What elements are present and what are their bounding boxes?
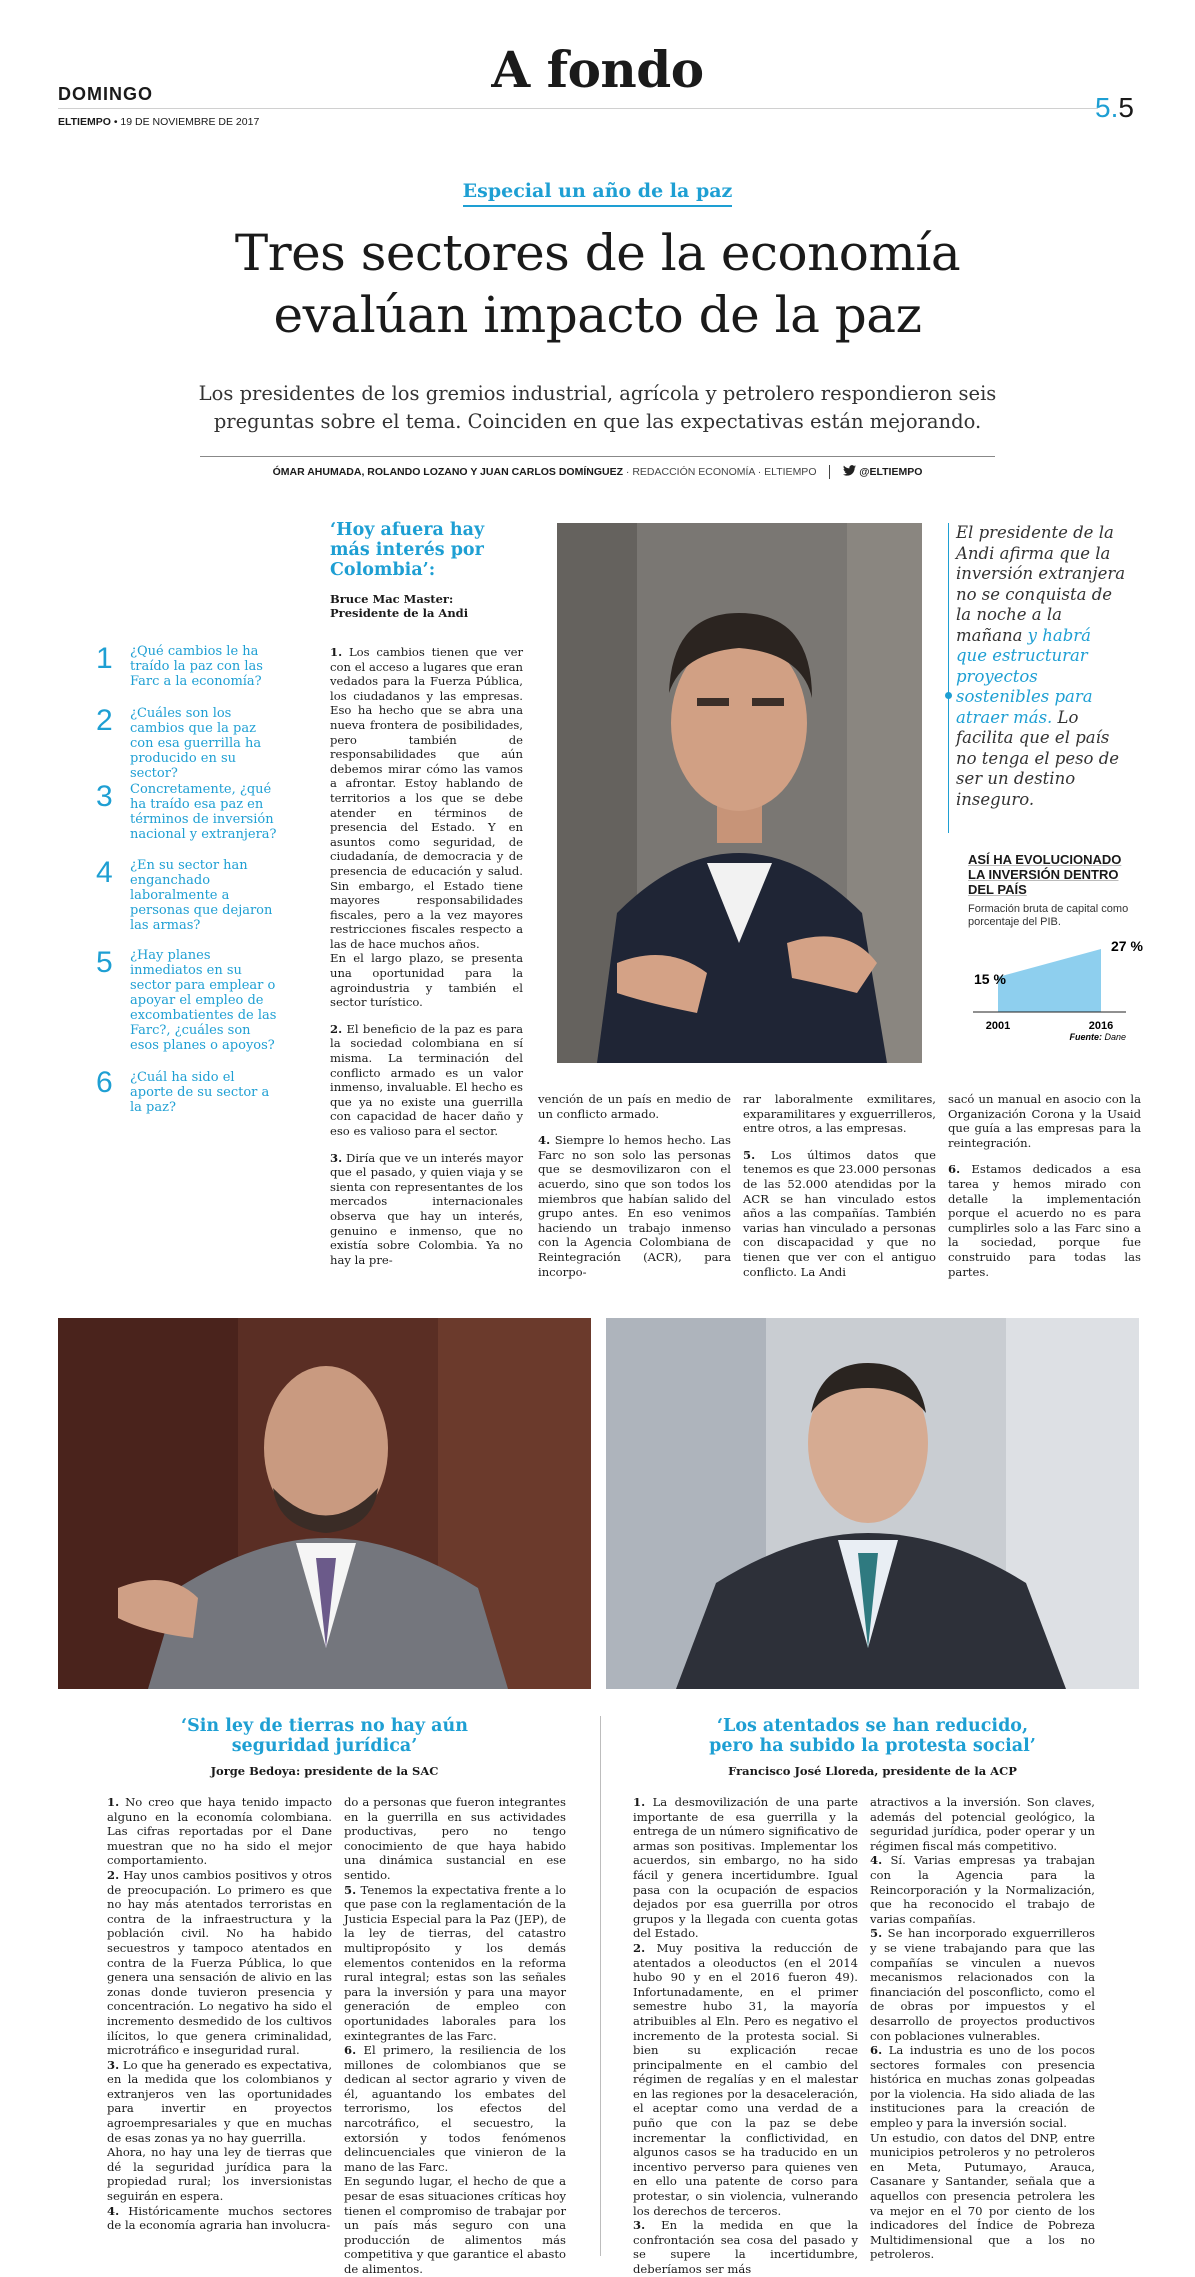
question-number: 6 [96,1066,113,1099]
question-number: 2 [96,704,113,737]
portrait-illustration [557,523,922,1063]
andi-role: Presidente de la Andi [330,606,469,620]
andi-col-2 [538,1092,731,1279]
acp-col-1 [633,1795,858,2277]
sac-quote [58,1716,591,1756]
twitter-icon [843,465,856,479]
acp-president-photo [606,1318,1139,1689]
acp-quote-line-1: ‘Los atentados se han reducido, [716,1716,1029,1736]
andi-quote: ‘Hoy afuera hay más interés por Colombia’: [330,520,485,580]
pull-quote-dot [945,692,952,699]
answer-paragraph: rar laboralmente exmilitares, exparamilitares y exguerrilleros, entre otros, a las empresas. [743,1092,936,1136]
chart-value-label-2016: 27 % [1111,938,1143,954]
deck-line-2: preguntas sobre el tema. Coinciden en que las expectativas están mejorando. [213,410,982,433]
date-sep: • [113,116,121,128]
acp-speaker: Francisco José Lloreda, presidente de la ACP [728,1764,1017,1778]
chart-plot [968,932,1143,1042]
deck [0,380,1195,436]
byline-divider [829,465,830,479]
headline-line-2: evalúan impacto de la paz [273,286,922,344]
pull-quote-b: y habrá que estructurar proyectos sostenibles para atraer más. [956,625,1093,727]
andi-col-4 [948,1092,1141,1279]
question-number: 4 [96,856,113,889]
sac-president-photo [58,1318,591,1689]
answer-paragraph: atractivos a la inversión. Son claves, además del potencial geológico, la seguridad jurídica, poder operar y un régimen fiscal más competitivo. [870,1795,1095,1853]
answer-paragraph: 5. Los últimos datos que tenemos es que 23.000 personas de las 52.000 atendidas por la ACR se han vinculado estos años a las compañías. También varias han vinculado a personas con discapacidad y que no tienen que ver con el antiguo conflicto. La Andi [743,1147,936,1279]
answer-paragraph: 1. La desmovilización de una parte importante de esa guerrilla y la entrega de un número significativo de armas son positivas. Implementar los acuerdos, sin embargo, no ha sido fácil y genera incertidumbre. Igual pasa con la ocupación de espacios dejados por esa guerrilla por otros grupos y la llegada con cuenta gotas del Estado. [633,1795,859,1941]
sac-col-1 [107,1795,332,2233]
answer-paragraph: En el largo plazo, se presenta una oportunidad para la agroindustria y también el sector turístico. [330,951,523,1010]
deck-line-1: Los presidentes de los gremios industrial, agrícola y petrolero respondieron seis [198,382,997,405]
pull-quote-rule [948,523,949,833]
answer-paragraph: 6. La industria es uno de los pocos sectores formales con presencia histórica en muchas zonas golpeadas por la violencia. Ha sido aliada de las instituciones para la creación de empleo y para la inversión social. [870,2043,1096,2131]
pull-quote-a: El presidente de la Andi afirma que la inversión extranjera no se conquista de la noche a la mañana [956,523,1126,645]
question-number: 1 [96,642,113,675]
investment-chart [968,852,1143,1062]
byline-rule [200,456,995,457]
pull-quote [956,523,1126,810]
answer-paragraph: 6. El primero, la resiliencia de los millones de colombianos que se dedican al sector agrario y viven de él, aguantando los embates del terrorismo, los efectos del narcotráfico, el secuestro, la extorsión y todos fenómenos delincuenciales que vinieron de la mano de las Farc. [344,2043,566,2174]
page-number [1095,92,1134,124]
chart-title: ASÍ HA EVOLUCIONADO LA INVERSIÓN DENTRO DEL PAÍS [968,852,1122,897]
acp-quote [606,1716,1139,1756]
question-text: ¿Cuáles son los cambios que la paz con esa guerrilla ha producido en su sector? [130,706,262,781]
answer-paragraph: vención de un país en medio de un conflicto armado. [538,1092,731,1121]
answer-paragraph: Un estudio, con datos del DNP, entre municipios petroleros y no petroleros en Meta, Putumayo, Arauca, Casanare y Santander, señala que a aquellos con presencia petrolera les va mejor en el 70 por ciento de los indicadores del Índice de Pobreza Multidimensional que a los no petroleros. [870,2130,1095,2262]
portrait-illustration [606,1318,1139,1689]
chart-area-series [998,949,1101,1012]
andi-name: Bruce Mac Master: [330,592,454,606]
answer-paragraph: 2. Muy positiva la reducción de atentados a oleoductos (en el 2014 hubo 90 y en el 2016 fueron 49). Infortunadamente, en el primer semestre hubo 31, la mayoría atribuibles al Eln. Pero es negativo el incremento de la protesta social. Si bien su explicación recae principalmente en el cambio del régimen de regalías y en el malestar en las regiones por la desaceleración, el aceptar como una verdad de a puño que con la paz se debe incrementar la conflictividad, en algunos casos se ha traducido en un incentivo perverso para quienes ven en ello una patente de corso para protestar, o sin violencia, vulnerando los derechos de terceros. [633,1940,858,2218]
answer-paragraph: 5. Tenemos la expectativa frente a lo que pase con la reglamentación de la Justicia Especial para la Paz (JEP), de la ley de tierras, del catastro multipropósito y los demás elementos contenidos en la reforma rural integral; estas son las señales para la inversión y para una mayor generación de empleo con oportunidades laborales para los exintegrantes de las Farc. [344,1882,566,2043]
answer-paragraph: sacó un manual en asocio con la Organización Corona y la Usaid que guía a las empresas para la reintegración. [948,1092,1141,1150]
chart-source: Fuente: Dane [1069,1032,1126,1042]
answer-paragraph: do a personas que fueron integrantes en la guerrilla en sus actividades productivas, pero no tengo conocimiento de que haya habido una dinámica sustancial en ese sentido. [344,1795,566,1882]
sac-col-2 [344,1795,566,2277]
sac-speaker: Jorge Bedoya: presidente de la SAC [210,1764,439,1778]
answer-paragraph: 2. Hay unos cambios positivos y otros de preocupación. Lo primero es que no hay más atentados terroristas en contra de la infraestructura y la población civil. No ha habido secuestros y tampoco atentados en contra de la Fuerza Pública, lo que genera una sensación de alivio en las zonas donde tuvieron presencia y concentración. Lo negativo ha sido el incremento desmedido de los cultivos ilícitos, lo que genera criminalidad, microtráfico e inseguridad rural. [107,1867,333,2058]
byline-authors: ÓMAR AHUMADA, ROLANDO LOZANO Y JUAN CARLOS DOMÍNGUEZ [272,465,623,478]
byline [0,465,1195,479]
question-text: ¿Hay planes inmediatos en su sector para emplear o apoyar el empleo de excombatientes de las Farc?, ¿cuáles son esos planes o apoyos? [130,948,277,1053]
chart-category-2016: 2016 [1088,1020,1114,1032]
chart-category-2001: 2001 [985,1020,1011,1032]
portrait-illustration [58,1318,591,1689]
answer-paragraph: En segundo lugar, el hecho de que a pesar de esas situaciones críticas hoy tienen el compromiso de trabajar por un país más seguro con una producción de alimentos más competitiva y que garantice el abasto de alimentos. [344,2174,566,2276]
question-text: ¿Qué cambios le ha traído la paz con las Farc a la economía? [130,644,263,689]
question-number: 5 [96,946,113,979]
chart-value-label-2001: 15 % [974,971,1006,987]
answer-paragraph: 1. No creo que haya tenido impacto alguno en la economía colombiana. Las cifras reportadas por el Dane muestran que no ha sido el mejor comportamiento. [107,1795,332,1868]
answer-paragraph: Ahora, no hay una ley de tierras que dé la seguridad jurídica para la propiedad rural; los inversionistas seguirán en espera. [107,2145,332,2204]
question-text: ¿En su sector han enganchado laboralmente a personas que dejaron las armas? [130,858,273,933]
page-prefix: 5. [1095,92,1119,123]
question-text: ¿Cuál ha sido el aporte de su sector a la paz? [130,1070,270,1115]
answer-paragraph: 3. Diría que ve un interés mayor que el pasado, y quien viaja y se sienta con representantes de los mercados internacionales observa que hay un interés, genuino e inmenso, que no existía sobre Colombia. Ya no hay la pre- [330,1150,523,1267]
header-rule [58,108,1098,109]
acp-col-2 [870,1795,1095,2262]
paper-name: ELTIEMPO [58,116,111,128]
question-number: 3 [96,780,113,813]
kicker [0,180,1195,207]
page-num: 5 [1118,92,1134,123]
answer-paragraph: 1. Los cambios tienen que ver con el acceso a lugares que eran vedados para la Fuerza Pública, los ciudadanos y las empresas. Eso ha hecho que se abra una nueva frontera de posibilidades, pero también de responsabilidades que aún debemos mirar cómo las vamos a afrontar. Estoy hablando de territorios a los que se debe atender en términos de presencia del Estado. Y en asuntos como seguridad, de ciudadanía, de democracia y de presencia de educación y salud. Sin embargo, el Estado tiene mayores responsabilidades fiscales, pero a la vez mayores restricciones fiscales respecto a las de hace muchos años. [330,645,524,951]
sac-quote-line-2: seguridad jurídica’ [231,1736,418,1756]
answer-paragraph: 4. Siempre lo hemos hecho. Las Farc no son solo las personas que se desmovilizaron con el acuerdo, sino que son todos los miembros que habían salido del grupo antes. En eso venimos haciendo un trabajo inmenso con la Agencia Colombiana de Reintegración (ACR), para incorpo- [538,1133,732,1279]
answer-paragraph: 6. Estamos dedicados a esa tarea y hemos mirado con detalle la implementación porque el acuerdo no es para cumplirles solo a las Farc sino a la sociedad, porque fue construido para todas las partes. [948,1162,1141,1279]
andi-col-1 [330,645,523,1267]
headline [0,222,1195,346]
day-label: DOMINGO [58,84,153,104]
answer-paragraph: 3. Lo que ha generado es expectativa, en la medida que los colombianos y extranjeros ven las oportunidades para invertir en proyectos agroempresariales y que en muchas de esas zonas ya no hay guerrilla. [107,2057,332,2145]
issue-date: 19 DE NOVIEMBRE DE 2017 [120,116,260,128]
answer-paragraph: 4. Históricamente muchos sectores de la economía agraria han involucra- [107,2203,333,2233]
andi-speaker [330,592,500,620]
answer-paragraph: 2. El beneficio de la paz es para la sociedad colombiana en sí misma. La terminación del conflicto armado es un valor inmenso, invaluable. El hecho es que ya no existe una guerrilla con capacidad de hacer daño y eso es valioso para el sector. [330,1021,523,1138]
answer-paragraph: 3. En la medida en que la confrontación sea cosa del pasado y se supere la incertidumbre, deberíamos ser más [633,2218,859,2276]
headline-line-1: Tres sectores de la economía [234,224,961,282]
pull-quote-c: Lo facilita que el país no tenga el peso de ser un destino inseguro. [956,707,1120,809]
andi-president-photo [557,523,922,1063]
answer-paragraph: 4. Sí. Varias empresas ya trabajan con la Agencia para la Reincorporación y la Normalización, que ha reconocido el trabajo de varias compañías. [870,1853,1095,1926]
chart-subtitle: Formación bruta de capital como porcentaje del PIB. [968,903,1129,928]
paper-date [58,116,259,128]
acp-quote-line-2: pero ha subido la protesta social’ [709,1736,1036,1756]
twitter-handle: @ELTIEMPO [859,465,923,478]
byline-desk: · REDACCIÓN ECONOMÍA · ELTIEMPO [625,465,817,478]
column-divider [600,1716,601,2256]
question-text: Concretamente, ¿qué ha traído esa paz en términos de inversión nacional y extranjera? [130,782,277,842]
sac-quote-line-1: ‘Sin ley de tierras no hay aún [181,1716,468,1736]
andi-col-3 [743,1092,936,1279]
kicker-text: Especial un año de la paz [463,180,733,207]
answer-paragraph: 5. Se han incorporado exguerrilleros y se viene trabajando para que las compañías se vinculen a nuevos mecanismos relacionados con la financiación del posconflicto, como el de obras por impuestos y el desarrollo de proyectos productivos con poblaciones vulnerables. [870,1926,1096,2043]
section-title: A fondo [491,40,704,99]
